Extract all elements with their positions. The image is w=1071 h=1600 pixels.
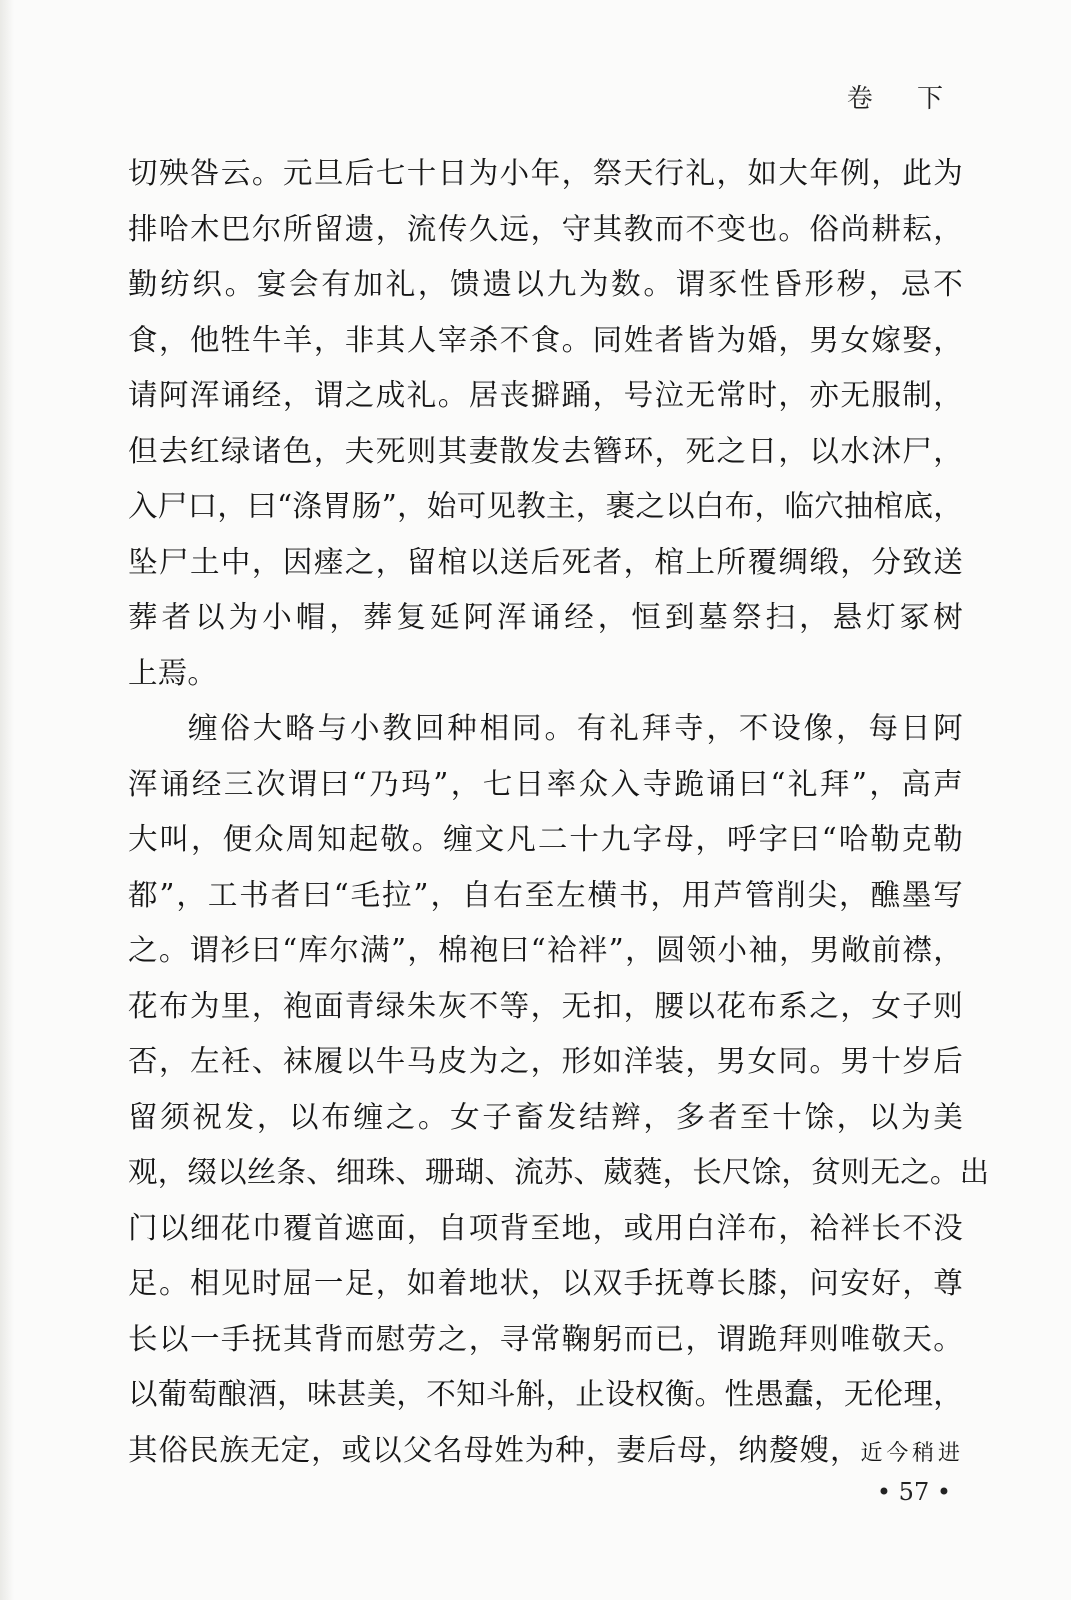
text-line: 切殃咎云。元旦后七十日为小年，祭天行礼，如大年例，此为	[128, 156, 963, 190]
text-line: 否，左衽、袜履以牛马皮为之，形如洋装，男女同。男十岁后	[128, 1044, 963, 1078]
page-edge-shadow	[0, 0, 14, 1600]
text-line: 浑诵经三次谓曰“乃玛”，七日率众入寺跪诵曰“礼拜”，高声	[128, 766, 963, 801]
text-line: 长以一手抚其背而慰劳之，寻常鞠躬而已，谓跪拜则唯敬天。	[128, 1321, 963, 1356]
text-segment: 其俗民族无定，或以父名母姓为种，妻后母，纳嫠嫂，	[128, 1432, 861, 1467]
text-line: 坠尸土中，因瘗之，留棺以送后死者，棺上所覆绸缎，分致送	[128, 544, 963, 579]
running-header: 卷 下	[846, 84, 961, 114]
text-line: 以葡萄酿酒，味甚美，不知斗斛，止设权衡。性愚蠢，无伦理，	[128, 1377, 963, 1411]
page-number: • 57 •	[876, 1478, 951, 1506]
text-line: 都”，工书者曰“毛拉”，自右至左横书，用芦管削尖，醮墨写	[128, 877, 963, 912]
text-line: 留须祝发，以布缠之。女子畜发结辫，多者至十馀，以为美	[128, 1099, 963, 1134]
text-line: 大叫，便众周知起敬。缠文凡二十九字母，呼字曰“哈勒克勒	[128, 822, 963, 856]
text-line: 观，缀以丝条、细珠、珊瑚、流苏、葳蕤，长尺馀，贫则无之。出	[128, 1155, 990, 1189]
text-line-with-note	[128, 1423, 963, 1479]
text-line: 花布为里，袍面青绿朱灰不等，无扣，腰以花布系之，女子则	[128, 988, 963, 1023]
text-line: 勤纺织。宴会有加礼，馈遗以九为数。谓豕性昏形秽，忌不	[128, 267, 963, 301]
body-text	[128, 146, 990, 1478]
text-line: 排哈木巴尔所留遗，流传久远，守其教而不变也。俗尚耕耘，	[128, 211, 963, 246]
text-line: 足。相见时屈一足，如着地状，以双手抚尊长膝，问安好，尊	[128, 1266, 963, 1300]
text-line: 但去红绿诸色，夫死则其妻散发去簪环，死之日，以水沐尸，	[128, 433, 963, 468]
paragraph-start-line: 缠俗大略与小教回种相同。有礼拜寺，不设像，每日阿	[188, 711, 963, 745]
text-line: 葬者以为小帽，葬复延阿浑诵经，恒到墓祭扫，悬灯冢树	[128, 600, 963, 634]
text-line: 食，他牲牛羊，非其人宰杀不食。同姓者皆为婚，男女嫁娶，	[128, 322, 963, 357]
text-line: 请阿浑诵经，谓之成礼。居丧擗踊，号泣无常时，亦无服制，	[128, 378, 963, 412]
text-line: 上焉。	[128, 655, 218, 690]
text-line: 之。谓衫曰“库尔满”，棉袍曰“袷袢”，圆领小袖，男敞前襟，	[128, 933, 963, 967]
small-note: 近今稍进	[860, 1440, 963, 1466]
text-line: 入尸口，曰“涤胃肠”，始可见教主，裹之以白布，临穴抽棺底，	[128, 489, 963, 523]
text-line: 门以细花巾覆首遮面，自项背至地，或用白洋布，袷袢长不没	[128, 1210, 963, 1245]
